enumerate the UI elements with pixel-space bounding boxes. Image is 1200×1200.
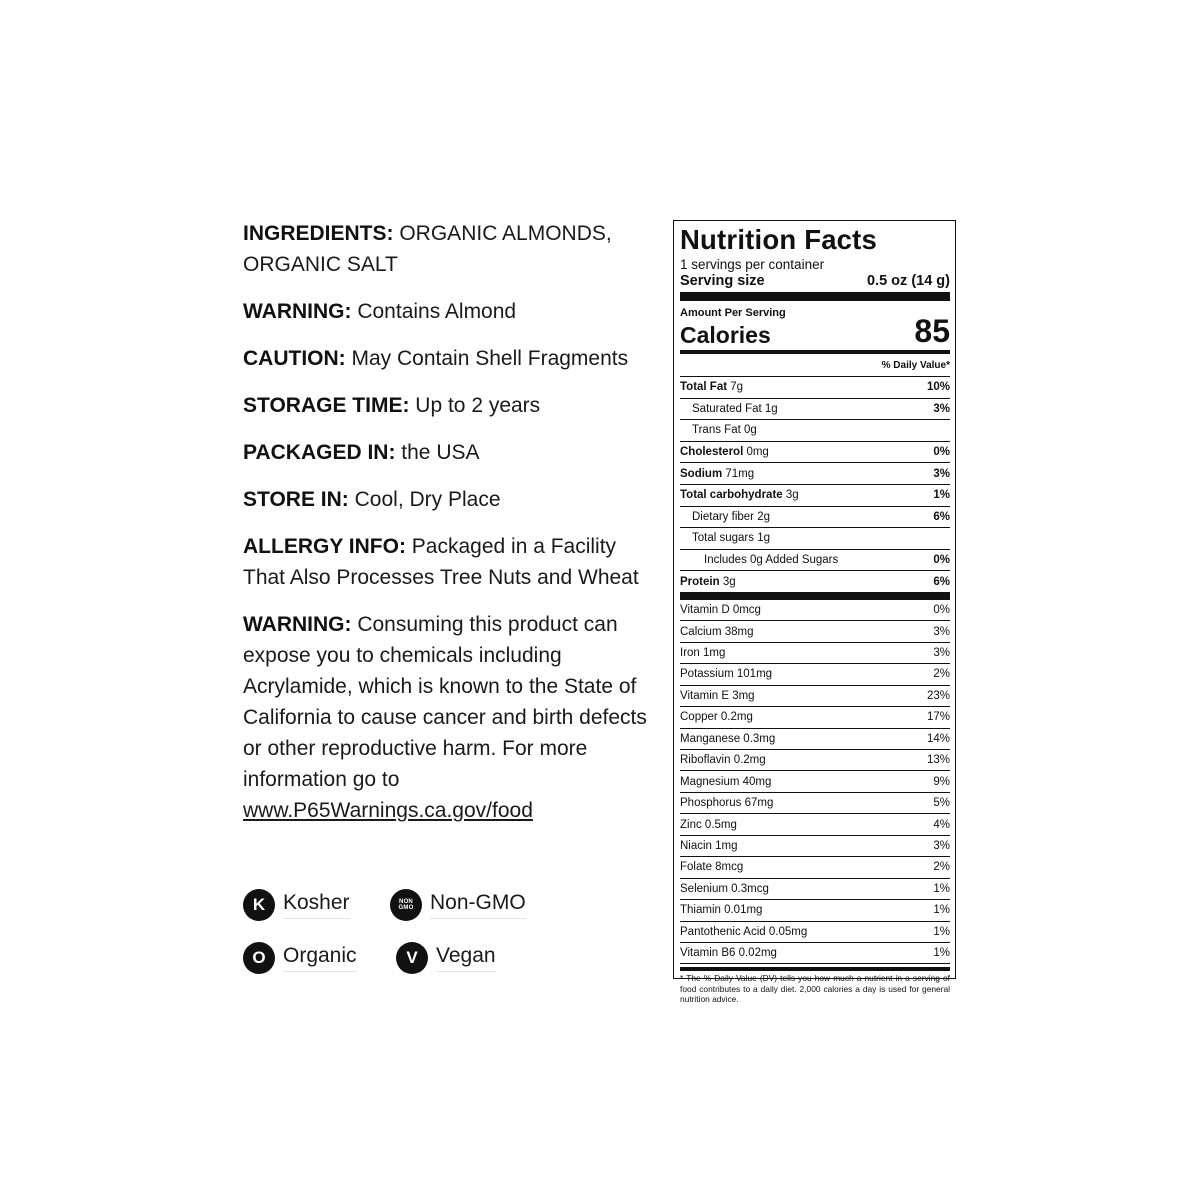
micronutrient-name: Magnesium 40mg [680,775,772,788]
servings-per-container: 1 servings per container [680,257,825,272]
caution-line: CAUTION: May Contain Shell Fragments [243,347,629,370]
micronutrient-row [680,857,950,878]
micronutrient-daily-value: 5% [933,797,950,810]
micronutrient-daily-value: 9% [933,775,950,788]
micronutrient-row [680,814,950,835]
amount-per-serving: Amount Per Serving [680,307,786,319]
non-gmo-label: Non-GMO [430,891,526,919]
nutrient-rows [680,377,950,592]
vegan-label: Vegan [436,944,496,972]
micronutrient-row [680,943,950,964]
nutrient-name: Total carbohydrate 3g [680,489,799,502]
micronutrient-name: Thiamin 0.01mg [680,904,763,917]
micronutrient-row [680,771,950,792]
micronutrient-name: Copper 0.2mg [680,711,753,724]
micronutrient-name: Folate 8mcg [680,861,744,874]
micronutrient-name: Zinc 0.5mg [680,818,737,831]
nutrient-row [680,507,950,529]
nutrient-daily-value: 0% [933,554,950,567]
ingredients-line: INGREDIENTS: ORGANIC ALMONDS, ORGANIC SALT [243,222,612,276]
micronutrient-daily-value: 23% [926,689,950,702]
micronutrient-row [680,793,950,814]
nutrient-daily-value: 1% [933,489,950,502]
micronutrient-name: Riboflavin 0.2mg [680,754,766,767]
micronutrient-row [680,922,950,943]
micronutrient-name: Vitamin E 3mg [680,689,755,702]
store-in-line: STORE IN: Cool, Dry Place [243,488,501,511]
medium-divider [680,350,950,354]
micronutrient-row [680,643,950,664]
nutrition-facts-panel [673,220,956,1005]
micronutrient-name: Vitamin B6 0.02mg [680,947,777,960]
micronutrient-row [680,836,950,857]
micronutrient-daily-value: 13% [926,754,950,767]
micronutrient-row [680,900,950,921]
micronutrient-daily-value: 3% [933,625,950,638]
micronutrient-name: Selenium 0.3mcg [680,882,769,895]
allergy-info-line: ALLERGY INFO: Packaged in a Facility That Also Processes Tree Nuts and Wheat [243,535,639,589]
allergen-warning-line: WARNING: Contains Almond [243,300,517,323]
nutrient-row [680,377,950,399]
nutrient-row [680,420,950,442]
vegan-badge [396,941,496,975]
micronutrient-daily-value: 1% [933,947,950,960]
micronutrient-name: Iron 1mg [680,647,726,660]
micronutrient-name: Phosphorus 67mg [680,797,774,810]
micronutrient-daily-value: 0% [933,604,950,617]
nutrient-row [680,550,950,572]
thick-divider [680,592,950,600]
nutrient-row [680,485,950,507]
non-gmo-badge [390,888,526,922]
kosher-label: Kosher [283,891,350,919]
nutrient-name: Saturated Fat 1g [692,402,778,415]
micronutrient-row [680,600,950,621]
nutrient-row [680,528,950,550]
nutrient-daily-value: 0% [933,446,950,459]
nutrient-daily-value: 10% [926,381,950,394]
nutrient-name: Includes 0g Added Sugars [704,554,839,567]
nutrient-name: Trans Fat 0g [692,424,757,437]
prop65-warning: WARNING: Consuming this product can expose you to chemicals including Acrylamide, which is known to the State of California to cause cancer and birth defects or other reproductive harm. For more information go to www.P65Warnings.ca.gov/food [243,613,647,822]
micronutrient-row [680,664,950,685]
nutrient-row [680,399,950,421]
nutrient-name: Dietary fiber 2g [692,510,770,523]
organic-icon: O [243,942,275,974]
micronutrient-row [680,729,950,750]
nutrient-daily-value: 6% [933,510,950,523]
packaged-in-line: PACKAGED IN: the USA [243,441,480,464]
micronutrient-name: Calcium 38mg [680,625,754,638]
nutrient-name: Total Fat 7g [680,381,744,394]
micronutrient-name: Potassium 101mg [680,668,773,681]
nutrient-daily-value: 3% [933,467,950,480]
micronutrient-daily-value: 1% [933,925,950,938]
micronutrient-row [680,879,950,900]
kosher-icon: K [243,889,275,921]
micronutrient-daily-value: 17% [926,711,950,724]
p65-warnings-link[interactable]: www.P65Warnings.ca.gov/food [243,799,533,822]
nutrient-daily-value: 3% [933,402,950,415]
micronutrient-daily-value: 1% [933,904,950,917]
nutrient-row [680,463,950,485]
micronutrient-name: Vitamin D 0mcg [680,604,761,617]
daily-value-footnote: * The % Daily Value (DV) tells you how much a nutrient in a serving of food contributes to a daily diet. 2,000 calories a day is used for general nutrition advice. [680,967,950,1004]
nutrient-name: Cholesterol 0mg [680,446,769,459]
nutrient-name: Total sugars 1g [692,532,771,545]
certification-badges [243,888,603,994]
organic-badge [243,941,396,975]
nutrient-daily-value: 6% [933,575,950,588]
serving-size: Serving size 0.5 oz (14 g) [680,273,950,289]
micronutrient-row [680,686,950,707]
micronutrient-daily-value: 4% [933,818,950,831]
micronutrient-daily-value: 3% [933,839,950,852]
nutrient-name: Sodium 71mg [680,467,755,480]
thick-divider [680,292,950,301]
nutrient-name: Protein 3g [680,575,736,588]
micronutrient-name: Manganese 0.3mg [680,732,776,745]
nutrient-row [680,442,950,464]
micronutrient-row [680,750,950,771]
product-info [243,218,663,842]
calories-row: Calories 85 [680,313,950,349]
micronutrient-daily-value: 3% [933,647,950,660]
micronutrient-rows [680,600,950,964]
organic-label: Organic [283,944,357,972]
micronutrient-name: Niacin 1mg [680,839,738,852]
kosher-badge [243,888,390,922]
vegan-icon: V [396,942,428,974]
non-gmo-icon: NON GMO [390,889,422,921]
nutrition-facts-title: Nutrition Facts [680,224,878,255]
micronutrient-row [680,707,950,728]
micronutrient-daily-value: 14% [926,732,950,745]
storage-time-line: STORAGE TIME: Up to 2 years [243,394,541,417]
nutrient-row [680,571,950,592]
daily-value-header: % Daily Value* [680,359,950,377]
micronutrient-name: Pantothenic Acid 0.05mg [680,925,808,938]
micronutrient-daily-value: 2% [933,668,950,681]
micronutrient-daily-value: 1% [933,882,950,895]
micronutrient-row [680,621,950,642]
micronutrient-daily-value: 2% [933,861,950,874]
